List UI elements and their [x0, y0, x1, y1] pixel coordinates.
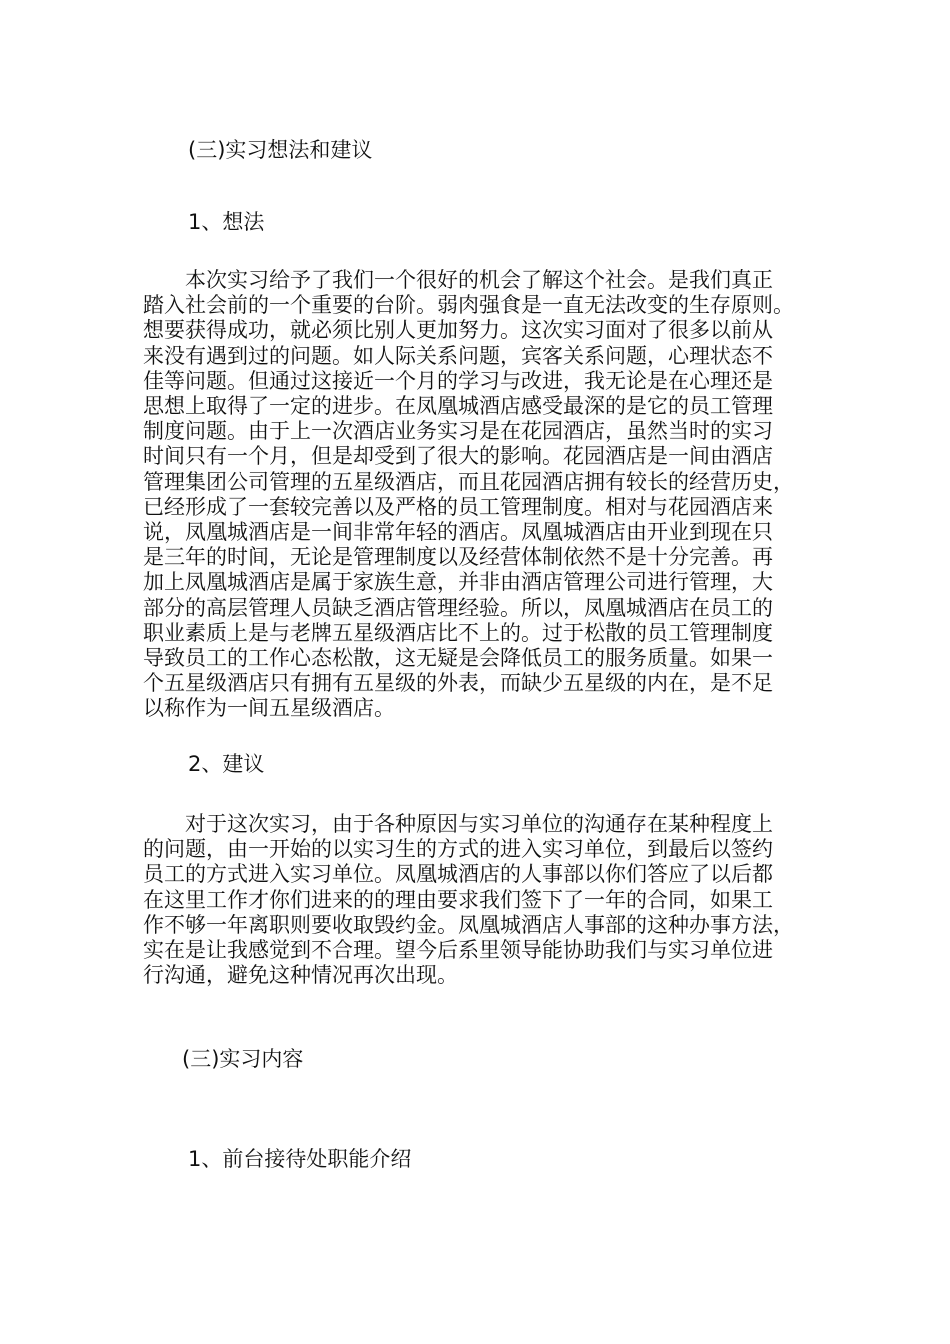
paragraph-line: 行沟通，避免这种情况再次出现。 — [143, 963, 458, 988]
paragraph-line: 说，凤凰城酒店是一间非常年轻的酒店。凤凰城酒店由开业到现在只 — [143, 520, 773, 545]
subheading-ideas: 1、想法 — [188, 210, 265, 234]
paragraph-line: 员工的方式进入实习单位。凤凰城酒店的人事部以你们答应了以后都 — [143, 862, 773, 887]
paragraph-line: 踏入社会前的一个重要的台阶。弱肉强食是一直无法改变的生存原则。 — [143, 293, 794, 318]
paragraph-line: 是三年的时间，无论是管理制度以及经营体制依然不是十分完善。再 — [143, 545, 773, 570]
section-heading-content: (三)实习内容 — [182, 1047, 304, 1071]
paragraph-line: 以称作为一间五星级酒店。 — [143, 696, 395, 721]
paragraph-line: 导致员工的工作心态松散，这无疑是会降低员工的服务质量。如果一 — [143, 646, 773, 671]
paragraph-line: 时间只有一个月，但是却受到了很大的影响。花园酒店是一间由酒店 — [143, 444, 773, 469]
section-heading-ideas-suggestions: (三)实习想法和建议 — [188, 138, 373, 162]
paragraph-line: 作不够一年离职则要收取毁约金。凤凰城酒店人事部的这种办事方法， — [143, 912, 794, 937]
paragraph-line: 加上凤凰城酒店是属于家族生意，并非由酒店管理公司进行管理，大 — [143, 570, 773, 595]
paragraph-line: 部分的高层管理人员缺乏酒店管理经验。所以，凤凰城酒店在员工的 — [143, 595, 773, 620]
paragraph-line: 在这里工作才你们进来的的理由要求我们签下了一年的合同，如果工 — [143, 887, 773, 912]
paragraph-line: 来没有遇到过的问题。如人际关系问题，宾客关系问题，心理状态不 — [143, 343, 773, 368]
paragraph-line: 的问题，由一开始的以实习生的方式的进入实习单位，到最后以签约 — [143, 837, 773, 862]
paragraph-line: 制度问题。由于上一次酒店业务实习是在花园酒店，虽然当时的实习 — [143, 419, 773, 444]
paragraph-line: 管理集团公司管理的五星级酒店，而且花园酒店拥有较长的经营历史， — [143, 469, 794, 494]
paragraph-line: 本次实习给予了我们一个很好的机会了解这个社会。是我们真正 — [185, 268, 773, 292]
paragraph-line: 已经形成了一套较完善以及严格的员工管理制度。相对与花园酒店来 — [143, 494, 773, 519]
paragraph-line: 对于这次实习，由于各种原因与实习单位的沟通存在某种程度上 — [185, 812, 773, 836]
subheading-suggestions: 2、建议 — [188, 752, 265, 776]
subheading-front-desk: 1、前台接待处职能介绍 — [188, 1147, 412, 1171]
paragraph-line: 想要获得成功，就必须比别人更加努力。这次实习面对了很多以前从 — [143, 318, 773, 343]
paragraph-ideas — [143, 268, 807, 722]
paragraph-line: 职业素质上是与老牌五星级酒店比不上的。过于松散的员工管理制度 — [143, 620, 773, 645]
paragraph-line: 实在是让我感觉到不合理。望今后系里领导能协助我们与实习单位进 — [143, 938, 773, 963]
paragraph-line: 思想上取得了一定的进步。在凤凰城酒店感受最深的是它的员工管理 — [143, 394, 773, 419]
paragraph-suggestions — [143, 812, 807, 988]
paragraph-line: 佳等问题。但通过这接近一个月的学习与改进，我无论是在心理还是 — [143, 368, 773, 393]
paragraph-line: 个五星级酒店只有拥有五星级的外表，而缺少五星级的内在，是不足 — [143, 671, 773, 696]
